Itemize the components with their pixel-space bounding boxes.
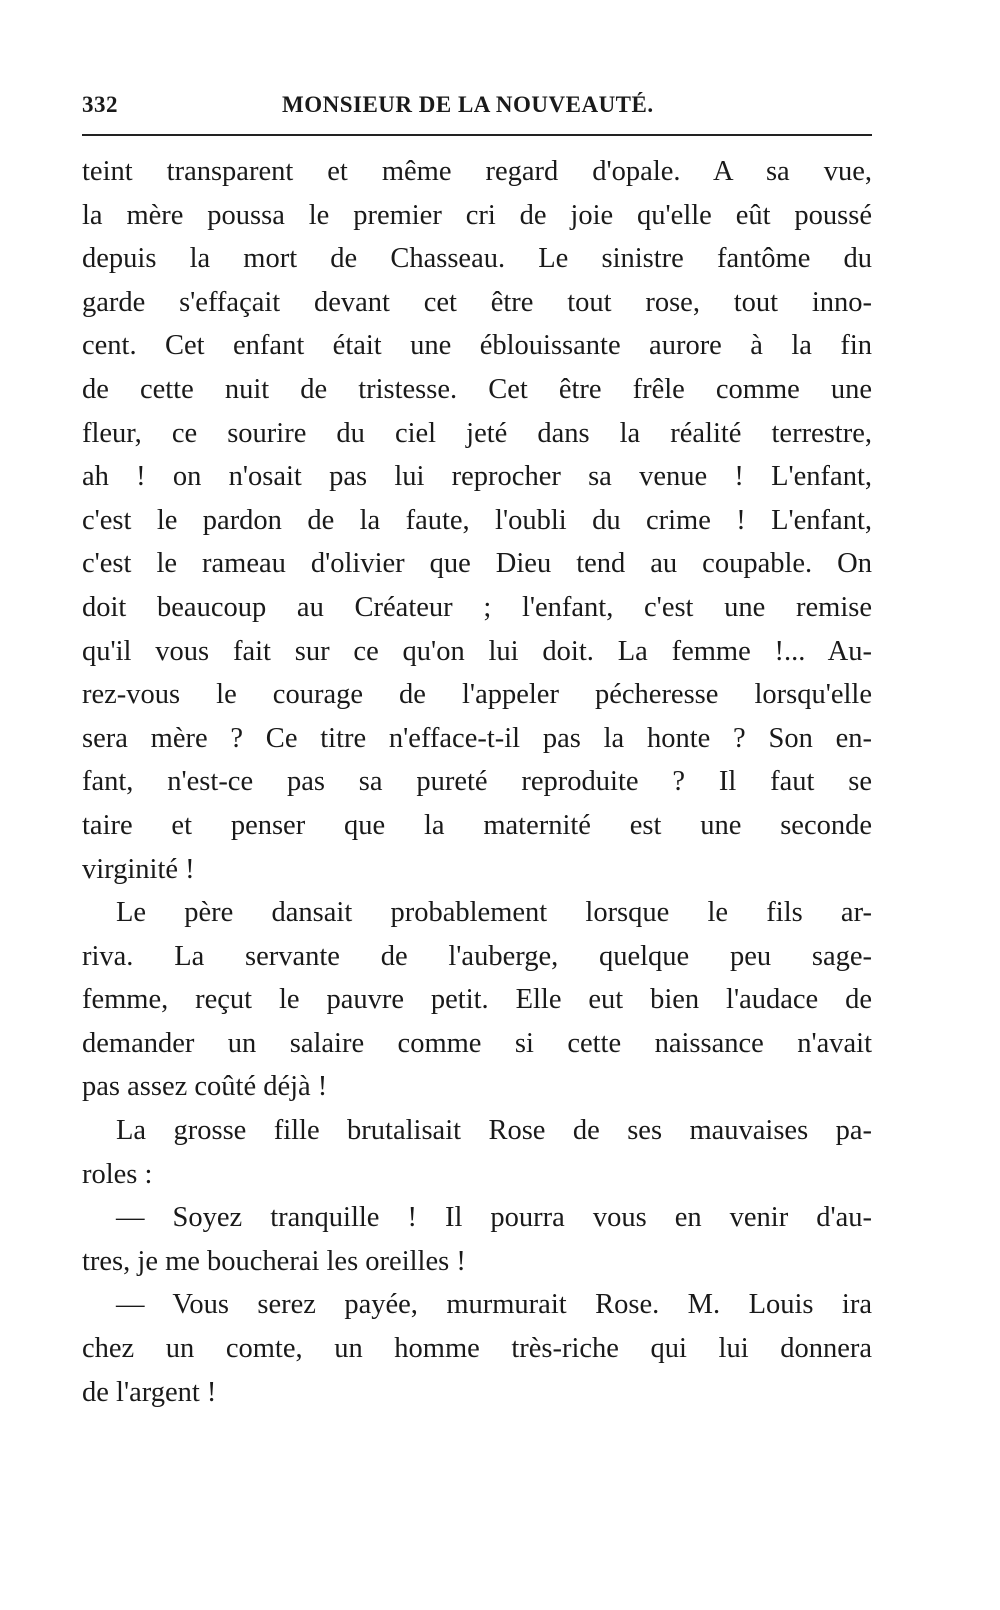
dialogue-paragraph [82,1283,872,1414]
text-line: virginité ! [82,853,195,885]
text-line: teint transparent et même regard d'opale. A sa vue, [82,156,872,187]
text-line: femme, reçut le pauvre petit. Elle eut bien l'audace de [82,984,872,1016]
running-title: MONSIEUR DE LA NOUVEAUTÉ. [282,92,654,117]
text-line: taire et penser que la maternité est une seconde [82,809,872,841]
book-page [82,88,872,1414]
page-number: 332 [82,92,118,117]
text-line: fleur, ce sourire du ciel jeté dans la réalité terrestre, [82,417,872,449]
header-rule [82,134,872,136]
text-line: — Soyez tranquille ! Il pourra vous en venir d'au- [116,1202,872,1234]
text-line: — Vous serez payée, murmurait Rose. M. Louis ira [116,1289,872,1321]
running-head [82,88,872,124]
text-line: La grosse fille brutalisait Rose de ses mauvaises pa- [116,1115,872,1147]
dialogue-paragraph [82,1196,872,1283]
text-line: depuis la mort de Chasseau. Le sinistre fantôme du [82,243,872,275]
text-line: qu'il vous fait sur ce qu'on lui doit. La femme !... Au- [82,635,872,667]
body-text [82,150,872,1414]
text-line: de l'argent ! [82,1376,217,1408]
text-line: sera mère ? Ce titre n'efface-t-il pas la honte ? Son en- [82,722,872,754]
text-line: de cette nuit de tristesse. Cet être frêle comme une [82,373,872,405]
text-line: ah ! on n'osait pas lui reprocher sa venue ! L'enfant, [82,461,872,493]
text-line: pas assez coûté déjà ! [82,1071,328,1103]
text-line: roles : [82,1158,153,1190]
text-line: la mère poussa le premier cri de joie qu'elle eût poussé [82,199,872,231]
paragraph [82,1109,872,1196]
text-line: Le père dansait probablement lorsque le fils ar- [116,897,872,929]
text-line: cent. Cet enfant était une éblouissante aurore à la fin [82,330,872,362]
text-line: c'est le pardon de la faute, l'oubli du crime ! L'enfant, [82,504,872,536]
text-line: riva. La servante de l'auberge, quelque peu sage- [82,940,872,972]
text-line: garde s'effaçait devant cet être tout rose, tout inno- [82,286,872,318]
text-line: chez un comte, un homme très-riche qui lui donnera [82,1333,872,1365]
text-line: demander un salaire comme si cette naissance n'avait [82,1027,872,1059]
text-line: rez-vous le courage de l'appeler pécheresse lorsqu'elle [82,679,872,711]
text-line: tres, je me boucherai les oreilles ! [82,1245,466,1277]
text-line: fant, n'est-ce pas sa pureté reproduite ? Il faut se [82,766,872,798]
text-line: doit beaucoup au Créateur ; l'enfant, c'est une remise [82,591,872,623]
paragraph [82,150,872,891]
text-line: c'est le rameau d'olivier que Dieu tend au coupable. On [82,548,872,580]
paragraph [82,891,872,1109]
